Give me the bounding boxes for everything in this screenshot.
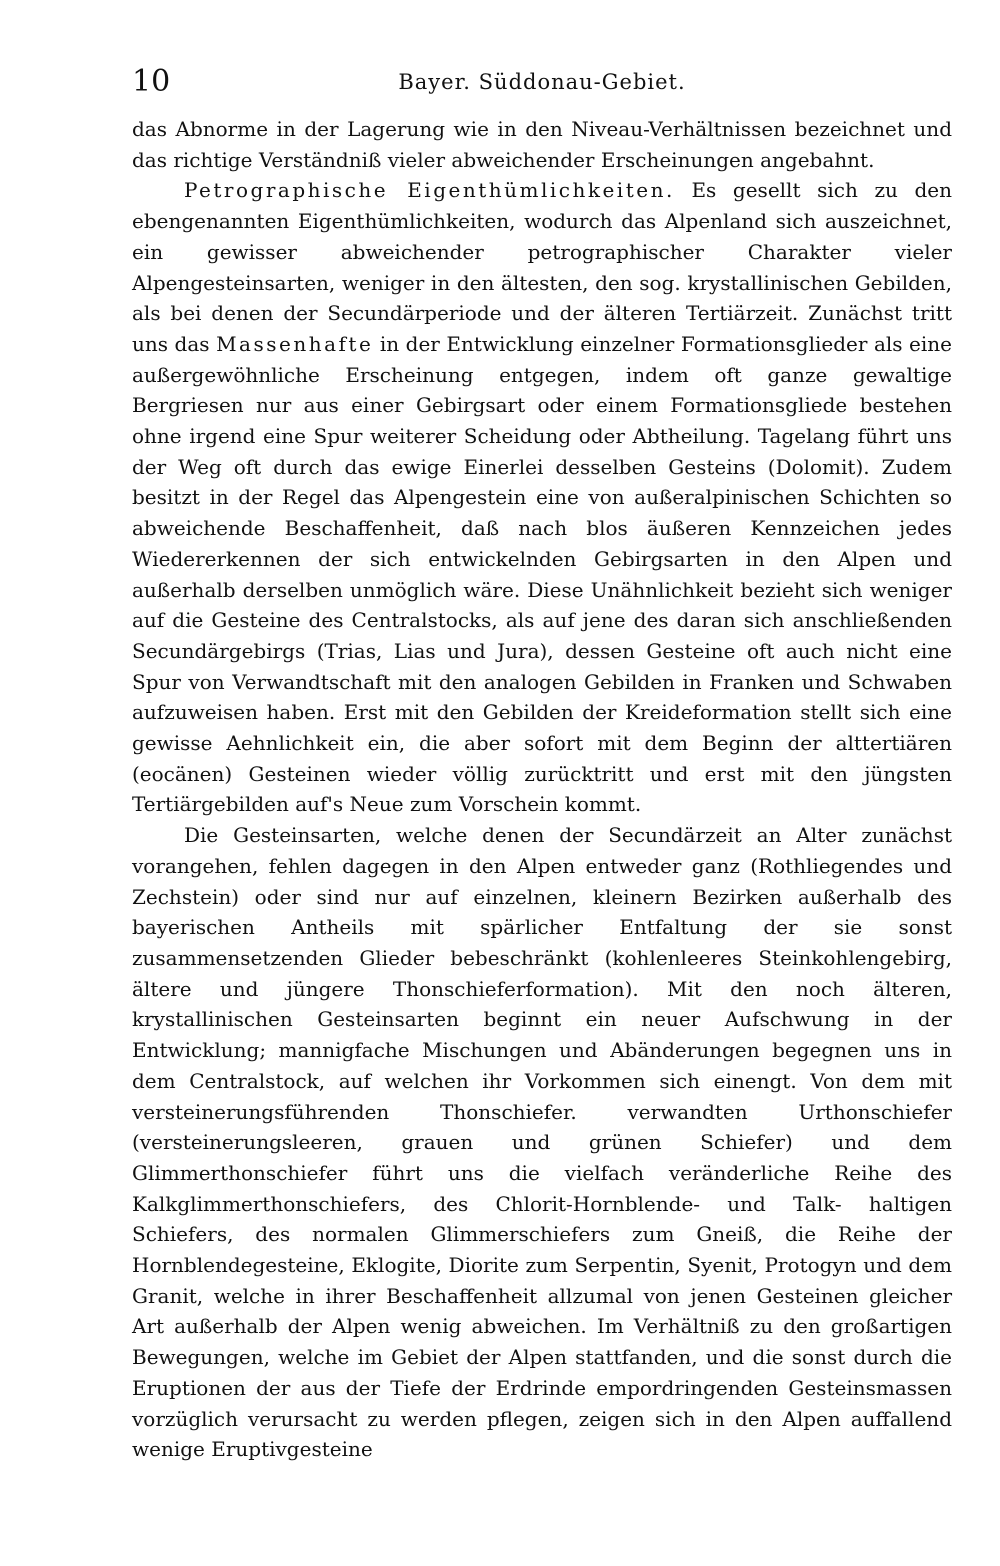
paragraph-2-text-a: Es gesellt sich zu den ebengenannten Eigenthümlichkeiten, wodurch das Alpenland sich auszeichnet, ein gewisser abweichender petrographischer Charakter vieler Alpengesteinsarten, weniger in den ältesten, den sog. krystallinischen Gebilden, als bei denen der Secundärperiode und der älteren Tertiärzeit. Zunächst tritt uns das: [132, 178, 952, 356]
running-title: Bayer. Süddonau-Gebiet.: [398, 70, 686, 94]
page-header: [132, 62, 952, 102]
section-heading: Petrographische Eigenthümlichkeiten.: [184, 178, 675, 203]
page-number: 10: [132, 64, 171, 99]
paragraph-1: das Abnorme in der Lagerung wie in den Niveau-Verhältnissen bezeichnet und das richtige Verständniß vieler abweichender Erscheinungen angebahnt.: [132, 117, 952, 172]
body-text: [132, 114, 952, 1465]
paragraph-2: [132, 175, 952, 820]
emphasis-massenhafte: Massenhafte: [216, 331, 374, 356]
paragraph-3: Die Gesteinsarten, welche denen der Secundärzeit an Alter zunächst vorangehen, fehlen dagegen in den Alpen entweder ganz (Rothliegendes und Zechstein) oder sind nur auf einzelnen, kleinern Bezirken außerhalb des bayerischen Antheils mit spärlicher Entfaltung der sie sonst zusammensetzenden Glieder bebeschränkt (kohlenleeres Steinkohlengebirg, ältere und jüngere Thonschieferformation). Mit den noch älteren, krystallinischen Gesteinsarten beginnt ein neuer Aufschwung in der Entwicklung; mannigfache Mischungen und Abänderungen begegnen uns in dem Centralstock, auf welchen ihr Vorkommen sich einengt. Von dem mit versteinerungsführenden Thonschiefer. verwandten Urthonschiefer (versteinerungsleeren, grauen und grünen Schiefer) und dem Glimmerthonschiefer führt uns die vielfach veränderliche Reihe des Kalkglimmerthonschiefers, des Chlorit-Hornblende- und Talk- haltigen Schiefers, des normalen Glimmerschiefers zum Gneiß, die Reihe der Hornblendegesteine, Eklogite, Diorite zum Serpentin, Syenit, Protogyn und dem Granit, welche in ihrer Beschaffenheit allzumal von jenen Gesteinen gleicher Art außerhalb der Alpen wenig abweichen. Im Verhältniß zu den großartigen Bewegungen, welche im Gebiet der Alpen stattfanden, und die sonst durch die Eruptionen der aus der Tiefe der Erdrinde empordringenden Gesteinsmassen vorzüglich verursacht zu werden pflegen, zeigen sich in den Alpen auffallend wenige Eruptivgesteine: [132, 823, 952, 1462]
paragraph-2-text-b: in der Entwicklung einzelner Formationsglieder als eine außergewöhnliche Erscheinung entgegen, indem oft ganze gewaltige Bergriesen nur aus einer Gebirgsart oder einem Formationsgliede bestehen ohne irgend eine Spur weiterer Scheidung oder Abtheilung. Tagelang führt uns der Weg oft durch das ewige Einerlei desselben Gesteins (Dolomit). Zudem besitzt in der Regel das Alpengestein eine von außeralpinischen Schichten so abweichende Beschaffenheit, daß nach blos äußeren Kennzeichen jedes Wiedererkennen der sich entwickelnden Gebirgsarten in den Alpen und außerhalb derselben unmöglich wäre. Diese Unähnlichkeit bezieht sich weniger auf die Gesteine des Centralstocks, als auf jene des daran sich anschließenden Secundärgebirgs (Trias, Lias und Jura), dessen Gesteine oft auch nicht eine Spur von Verwandtschaft mit den analogen Gebilden in Franken und Schwaben aufzuweisen haben. Erst mit den Gebilden der Kreideformation stellt sich eine gewisse Aehnlichkeit ein, die aber sofort mit dem Beginn der alttertiären (eocänen) Gesteinen wieder völlig zurücktritt und erst mit den jüngsten Tertiärgebilden auf's Neue zum Vorschein kommt.: [132, 331, 953, 817]
